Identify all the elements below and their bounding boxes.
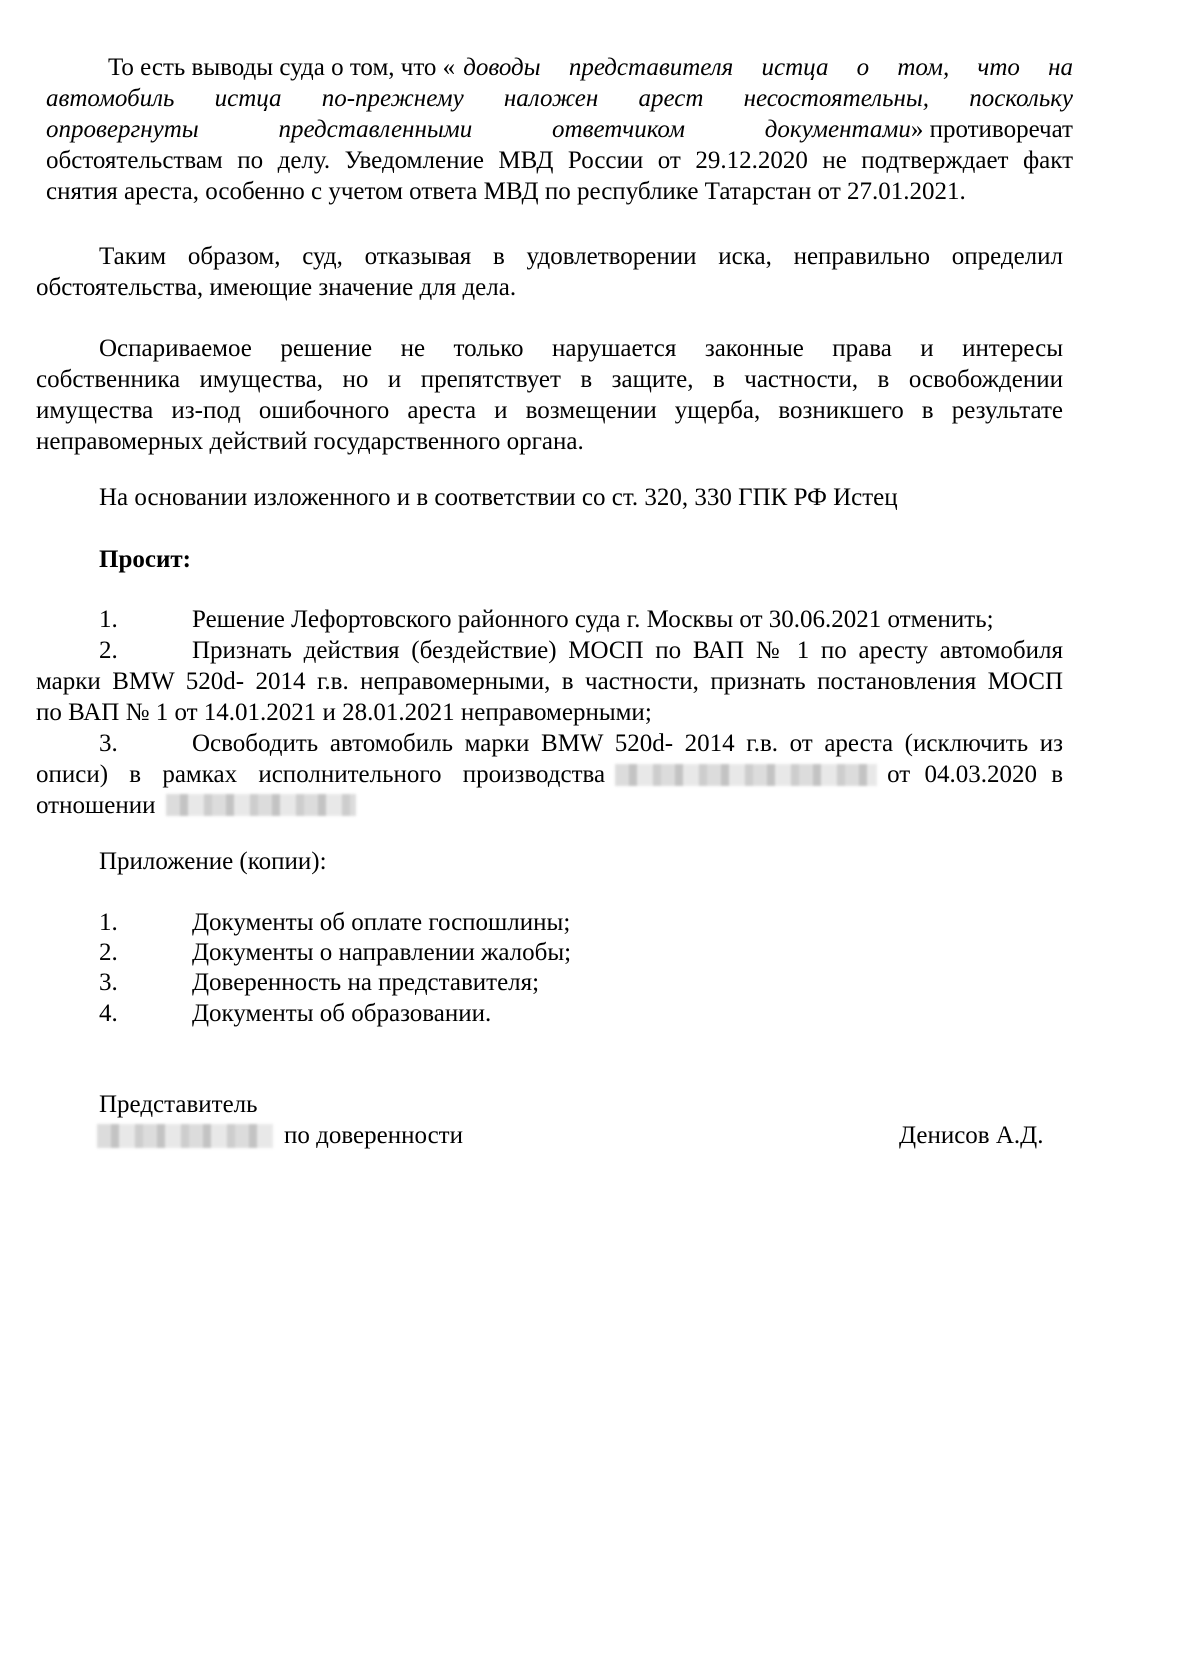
- request-3-line2-start: описи) в рамках исполнительного производства: [36, 761, 606, 788]
- request-2-number: 2.: [99, 637, 118, 664]
- request-2-line1: Признать действия (бездействие) МОСП по ВАП № 1 по аресту автомобиля: [192, 637, 1063, 664]
- attachments-heading: Приложение (копии):: [99, 848, 327, 875]
- request-3-number: 3.: [99, 730, 118, 757]
- request-3-line1: Освободить автомобиль марки BMW 520d- 2014 г.в. от ареста (исключить из: [192, 730, 1063, 757]
- attachment-4-number: 4.: [99, 1000, 118, 1027]
- p1-line5: снятия ареста, особенно с учетом ответа МВД по республике Татарстан от 27.01.2021.: [46, 178, 966, 205]
- p3-line1: Оспариваемое решение не только нарушается законные права и интересы: [99, 335, 1063, 362]
- p3-line2: собственника имущества, но и препятствует в защите, в частности, в освобождении: [36, 366, 1063, 393]
- p1-line3: [46, 114, 1073, 146]
- p1-line3-regular: » противоречат: [910, 116, 1073, 143]
- attachment-2-text: Документы о направлении жалобы;: [192, 939, 572, 966]
- request-2-line2: марки BMW 520d- 2014 г.в. неправомерными, в частности, признать постановления МОСП: [36, 668, 1063, 695]
- attachment-1-text: Документы об оплате госпошлины;: [192, 909, 571, 936]
- request-1-text: Решение Лефортовского районного суда г. Москвы от 30.06.2021 отменить;: [192, 606, 994, 633]
- redacted-case-number: [615, 764, 877, 786]
- redacted-principal-name: [97, 1124, 273, 1148]
- p2-line2: обстоятельства, имеющие значение для дела.: [36, 274, 517, 301]
- p4-line1: На основании изложенного и в соответствии со ст. 320, 330 ГПК РФ Истец: [99, 484, 898, 511]
- attachment-3-text: Доверенность на представителя;: [192, 969, 540, 996]
- request-1-number: 1.: [99, 606, 118, 633]
- p3-line4: неправомерных действий государственного органа.: [36, 428, 584, 455]
- p1-line4: обстоятельствам по делу. Уведомление МВД России от 29.12.2020 не подтверждает факт: [46, 147, 1073, 174]
- p1-line1-regular: То есть выводы суда о том, что «: [108, 54, 456, 81]
- p2-line1: Таким образом, суд, отказывая в удовлетворении иска, неправильно определил: [99, 243, 1063, 270]
- p1-line1-italic: доводы представителя истца о том, что на: [463, 54, 1073, 81]
- p3-line3: имущества из-под ошибочного ареста и возмещении ущерба, возникшего в результате: [36, 397, 1063, 424]
- p1-line2: автомобиль истца по-прежнему наложен арест несостоятельны, поскольку: [46, 85, 1073, 112]
- request-3-line2-end: от 04.03.2020 в: [887, 761, 1063, 788]
- redacted-debtor-name: [166, 794, 356, 816]
- attachment-2-number: 2.: [99, 939, 118, 966]
- signature-basis: по доверенности: [284, 1122, 463, 1149]
- request-3-line3-text: отношении: [36, 792, 156, 819]
- request-3-line3: [36, 790, 356, 822]
- signature-title: Представитель: [99, 1091, 258, 1118]
- p1-line1: [46, 52, 1073, 84]
- p1-line3-italic: опровергнуты представленными ответчиком документами: [46, 116, 911, 143]
- request-3-line2: [36, 759, 1063, 791]
- attachment-1-number: 1.: [99, 909, 118, 936]
- request-2-line3: по ВАП № 1 от 14.01.2021 и 28.01.2021 неправомерными;: [36, 699, 652, 726]
- request-heading: Просит:: [99, 546, 191, 573]
- attachment-3-number: 3.: [99, 969, 118, 996]
- signature-name: Денисов А.Д.: [899, 1122, 1044, 1149]
- attachment-4-text: Документы об образовании.: [192, 1000, 492, 1027]
